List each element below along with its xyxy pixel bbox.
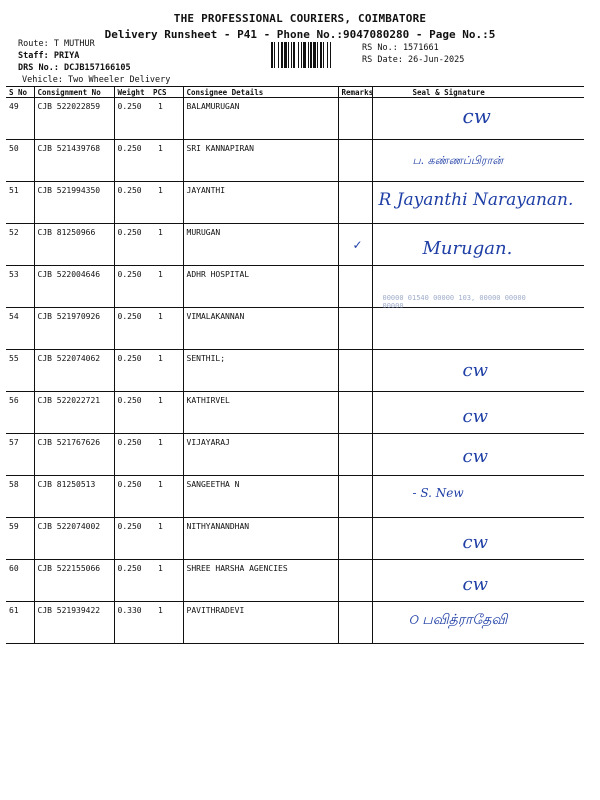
col-remarks: Remarks bbox=[338, 87, 372, 98]
handwritten-signature: cw bbox=[462, 446, 488, 467]
cell-pcs: 1 bbox=[150, 140, 183, 182]
cell-weight: 0.250 bbox=[114, 476, 150, 518]
barcode-bar bbox=[291, 42, 292, 68]
handwritten-signature: ଠ பவித்ராதேவி bbox=[408, 612, 508, 628]
cell-consignee: BALAMURUGAN bbox=[183, 98, 338, 140]
cell-pcs: 1 bbox=[150, 392, 183, 434]
table-row bbox=[6, 224, 584, 266]
vehicle-label: Vehicle: Two Wheeler Delivery bbox=[22, 75, 171, 85]
cell-sno: 58 bbox=[6, 476, 34, 518]
cell-signature[interactable] bbox=[372, 140, 584, 182]
cell-weight: 0.250 bbox=[114, 224, 150, 266]
barcode-bar bbox=[278, 42, 279, 68]
cell-weight: 0.250 bbox=[114, 140, 150, 182]
cell-weight: 0.250 bbox=[114, 308, 150, 350]
barcode-bar bbox=[327, 42, 328, 68]
cell-pcs: 1 bbox=[150, 98, 183, 140]
cell-consignee: SENTHIL; bbox=[183, 350, 338, 392]
cell-consignment: CJB 522022859 bbox=[34, 98, 114, 140]
handwritten-signature: R Jayanthi Narayanan. bbox=[378, 190, 574, 210]
table-row bbox=[6, 182, 584, 224]
table-row bbox=[6, 476, 584, 518]
handwritten-signature: - S. New bbox=[412, 486, 464, 500]
cell-weight: 0.250 bbox=[114, 518, 150, 560]
cell-consignment: CJB 521767626 bbox=[34, 434, 114, 476]
cell-weight: 0.250 bbox=[114, 266, 150, 308]
cell-consignee: PAVITHRADEVI bbox=[183, 602, 338, 644]
cell-sno: 51 bbox=[6, 182, 34, 224]
cell-signature[interactable] bbox=[372, 560, 584, 602]
handwritten-signature: cw bbox=[462, 406, 488, 427]
cell-signature[interactable] bbox=[372, 350, 584, 392]
cell-pcs: 1 bbox=[150, 476, 183, 518]
cell-sno: 59 bbox=[6, 518, 34, 560]
cell-signature[interactable] bbox=[372, 518, 584, 560]
handwritten-signature: cw bbox=[462, 360, 488, 381]
cell-consignee: VIJAYARAJ bbox=[183, 434, 338, 476]
cell-signature[interactable] bbox=[372, 602, 584, 644]
table-row bbox=[6, 602, 584, 644]
cell-remarks bbox=[338, 98, 372, 140]
cell-sno: 53 bbox=[6, 266, 34, 308]
cell-consignee: KATHIRVEL bbox=[183, 392, 338, 434]
cell-sno: 50 bbox=[6, 140, 34, 182]
cell-signature[interactable] bbox=[372, 476, 584, 518]
route-label: Route: T MUTHUR bbox=[18, 39, 95, 49]
cell-remarks bbox=[338, 140, 372, 182]
cell-consignment: CJB 522155066 bbox=[34, 560, 114, 602]
cell-sno: 52 bbox=[6, 224, 34, 266]
cell-remarks bbox=[338, 392, 372, 434]
cell-consignment: CJB 81250966 bbox=[34, 224, 114, 266]
cell-weight: 0.250 bbox=[114, 560, 150, 602]
cell-remarks bbox=[338, 350, 372, 392]
col-consignee: Consignee Details bbox=[183, 87, 338, 98]
barcode-bar bbox=[293, 42, 295, 68]
barcode-bar bbox=[320, 42, 322, 68]
barcode-bar bbox=[301, 42, 302, 68]
cell-weight: 0.330 bbox=[114, 602, 150, 644]
cell-weight: 0.250 bbox=[114, 434, 150, 476]
cell-consignment: CJB 522022721 bbox=[34, 392, 114, 434]
cell-signature[interactable] bbox=[372, 98, 584, 140]
cell-pcs: 1 bbox=[150, 224, 183, 266]
cell-remarks bbox=[338, 602, 372, 644]
barcode-bar bbox=[274, 42, 275, 68]
cell-signature[interactable] bbox=[372, 294, 584, 350]
cell-remarks bbox=[338, 266, 372, 308]
route-info bbox=[18, 38, 95, 62]
cell-consignee: SANGEETHA N bbox=[183, 476, 338, 518]
barcode-bar bbox=[323, 42, 324, 68]
cell-sno: 60 bbox=[6, 560, 34, 602]
handwritten-signature: cw bbox=[462, 574, 488, 595]
cell-signature[interactable] bbox=[372, 434, 584, 476]
cell-remarks bbox=[338, 308, 372, 350]
handwritten-signature: cw bbox=[462, 104, 491, 128]
cell-remarks bbox=[338, 518, 372, 560]
cell-consignee: JAYANTHI bbox=[183, 182, 338, 224]
barcode-bar bbox=[281, 42, 283, 68]
col-seal-signature: Seal & Signature bbox=[372, 87, 584, 98]
cell-pcs: 1 bbox=[150, 308, 183, 350]
barcode-bar bbox=[288, 42, 289, 68]
handwritten-signature: cw bbox=[462, 532, 488, 553]
col-sno: S No bbox=[6, 87, 34, 98]
cell-remarks bbox=[338, 182, 372, 224]
cell-pcs: 1 bbox=[150, 560, 183, 602]
cell-consignee: VIMALAKANNAN bbox=[183, 308, 338, 350]
table-row bbox=[6, 434, 584, 476]
cell-pcs: 1 bbox=[150, 266, 183, 308]
drs-info bbox=[18, 62, 170, 86]
cell-weight: 0.250 bbox=[114, 392, 150, 434]
cell-consignment: CJB 81250513 bbox=[34, 476, 114, 518]
cell-sno: 61 bbox=[6, 602, 34, 644]
cell-consignment: CJB 522074062 bbox=[34, 350, 114, 392]
cell-consignee: ADHR HOSPITAL bbox=[183, 266, 338, 308]
drs-label: DRS No.: DCJB157166105 bbox=[18, 63, 131, 73]
cell-consignment: CJB 521439768 bbox=[34, 140, 114, 182]
cell-consignee: MURUGAN bbox=[183, 224, 338, 266]
cell-weight: 0.250 bbox=[114, 350, 150, 392]
cell-sno: 55 bbox=[6, 350, 34, 392]
cell-consignment: CJB 522004646 bbox=[34, 266, 114, 308]
runsheet-title: Delivery Runsheet - P41 - Phone No.:9047080280 - Page No.:5 bbox=[104, 28, 496, 41]
cell-consignment: CJB 521939422 bbox=[34, 602, 114, 644]
cell-weight: 0.250 bbox=[114, 98, 150, 140]
cell-signature[interactable] bbox=[372, 392, 584, 434]
cell-remarks bbox=[338, 434, 372, 476]
cell-remarks bbox=[338, 224, 372, 266]
table-row bbox=[6, 518, 584, 560]
barcode-bar bbox=[330, 42, 331, 68]
barcode-bar bbox=[308, 42, 309, 68]
cell-pcs: 1 bbox=[150, 518, 183, 560]
table-row bbox=[6, 350, 584, 392]
table-row bbox=[6, 140, 584, 182]
cell-consignment: CJB 521970926 bbox=[34, 308, 114, 350]
cell-signature[interactable] bbox=[372, 224, 584, 266]
barcode-bar bbox=[313, 42, 316, 68]
col-pcs: PCS bbox=[150, 87, 183, 98]
rs-number: RS No.: 1571661 bbox=[362, 43, 439, 53]
cell-signature[interactable] bbox=[372, 182, 584, 224]
barcode-bar bbox=[271, 42, 273, 68]
col-consignment: Consignment No bbox=[34, 87, 114, 98]
barcode-bar bbox=[317, 42, 318, 68]
cell-sno: 56 bbox=[6, 392, 34, 434]
barcode-bar bbox=[310, 42, 312, 68]
company-title: THE PROFESSIONAL COURIERS, COIMBATORE bbox=[173, 12, 427, 25]
cell-sno: 54 bbox=[6, 308, 34, 350]
remark-tick: ✓ bbox=[352, 238, 363, 252]
cell-pcs: 1 bbox=[150, 350, 183, 392]
staff-label: Staff: PRIYA bbox=[18, 51, 80, 61]
barcode bbox=[270, 42, 356, 68]
cell-consignee: SRI KANNAPIRAN bbox=[183, 140, 338, 182]
cell-remarks bbox=[338, 476, 372, 518]
cell-pcs: 1 bbox=[150, 182, 183, 224]
handwritten-signature: Murugan. bbox=[422, 238, 513, 259]
cell-sno: 57 bbox=[6, 434, 34, 476]
handwritten-signature: ப. கண்ணப்பிரான் bbox=[412, 154, 504, 167]
runsheet-table bbox=[6, 86, 584, 644]
rs-info bbox=[362, 42, 464, 66]
table-row bbox=[6, 98, 584, 140]
cell-consignment: CJB 521994350 bbox=[34, 182, 114, 224]
cell-sno: 49 bbox=[6, 98, 34, 140]
table-row bbox=[6, 392, 584, 434]
hospital-stamp: 00000 01540 00000 103, 00000 00000 00000 bbox=[382, 294, 526, 310]
table-row bbox=[6, 560, 584, 602]
rs-date: RS Date: 26-Jun-2025 bbox=[362, 55, 465, 65]
barcode-bar bbox=[298, 42, 299, 68]
cell-consignment: CJB 522074002 bbox=[34, 518, 114, 560]
barcode-bar bbox=[284, 42, 287, 68]
cell-weight: 0.250 bbox=[114, 182, 150, 224]
cell-remarks bbox=[338, 560, 372, 602]
col-weight: Weight bbox=[114, 87, 150, 98]
cell-consignee: SHREE HARSHA AGENCIES bbox=[183, 560, 338, 602]
barcode-bar bbox=[303, 42, 306, 68]
cell-consignee: NITHYANANDHAN bbox=[183, 518, 338, 560]
cell-pcs: 1 bbox=[150, 434, 183, 476]
cell-pcs: 1 bbox=[150, 602, 183, 644]
table-row bbox=[6, 308, 584, 350]
table-header-row bbox=[6, 87, 584, 98]
